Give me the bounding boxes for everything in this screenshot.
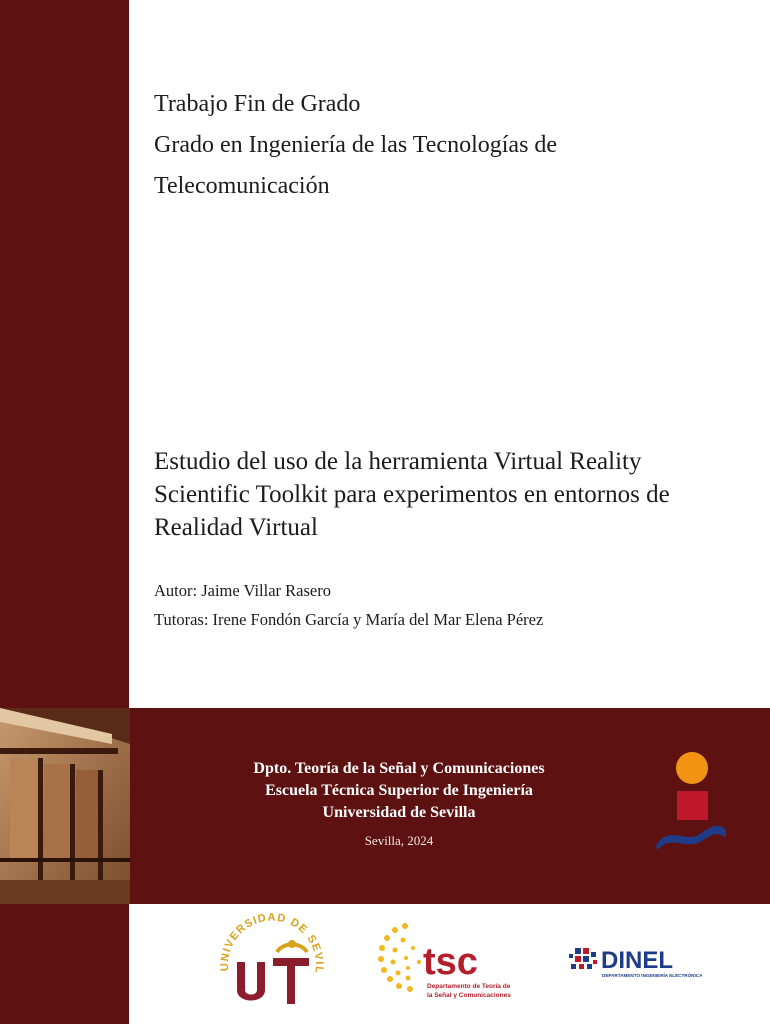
dinel-wordmark: DINEL [601, 947, 673, 974]
tsc-subtitle-1: Departamento de Teoría de [427, 983, 511, 990]
school-name: Escuela Técnica Superior de Ingeniería [265, 782, 533, 799]
dinel-subtitle: DEPARTAMENTO INGENIERÍA ELECTRÓNICA [602, 973, 703, 978]
tsc-wordmark: tsc [423, 941, 478, 983]
authorship-block [154, 576, 543, 634]
tsc-subtitle-2: la Señal y Comunicaciones [427, 992, 511, 999]
us-arc-text: UNIVERSIDAD DE SEVIL [218, 912, 326, 975]
partner-logos-footer [129, 904, 770, 1024]
degree-line-2: Grado en Ingeniería de las Tecnologías de [154, 132, 558, 158]
building-photo [0, 708, 130, 904]
thesis-title-line-1: Estudio del uso de la herramienta Virtual Reality [154, 448, 642, 475]
tsc-department-logo [375, 918, 515, 1010]
institution-text [218, 758, 580, 851]
universidad-de-sevilla-logo [217, 912, 327, 1012]
degree-line-1: Trabajo Fin de Grado [154, 91, 361, 117]
institution-band [0, 708, 770, 904]
thesis-title-line-2: Scientific Toolkit para experimentos en entornos de [154, 481, 670, 508]
degree-block [154, 84, 557, 207]
university-name: Universidad de Sevilla [322, 804, 476, 821]
department-name: Dpto. Teoría de la Señal y Comunicaciones [253, 760, 545, 777]
dinel-logo [567, 934, 717, 990]
tutors-line: Tutoras: Irene Fondón García y María del Mar Elena Pérez [154, 610, 544, 629]
etsi-logo [650, 750, 730, 850]
thesis-title-line-3: Realidad Virtual [154, 514, 318, 541]
author-line: Autor: Jaime Villar Rasero [154, 581, 331, 600]
place-and-year: Sevilla, 2024 [364, 833, 434, 848]
degree-line-3: Telecomunicación [154, 173, 330, 199]
thesis-title [154, 445, 754, 544]
